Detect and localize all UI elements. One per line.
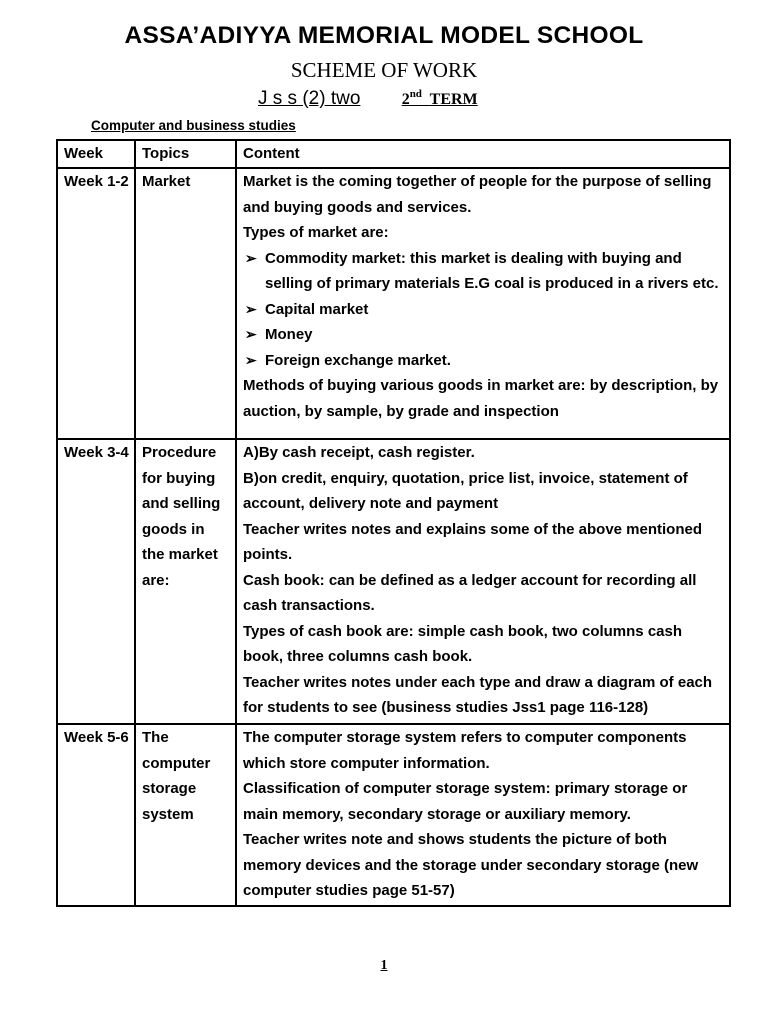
subject-title: Computer and business studies [91, 118, 296, 133]
table-header-row [57, 140, 730, 168]
content-line: Types of market are: [243, 224, 389, 241]
bullet-item [243, 246, 724, 297]
header-topics: Topics [135, 140, 236, 168]
content-line: B)on credit, enquiry, quotation, price list, invoice, statement of account, delivery note and payment [243, 469, 688, 512]
topic-cell: The computer storage system [135, 724, 236, 906]
table-row [57, 724, 730, 906]
content-line: A)By cash receipt, cash register. [243, 444, 475, 461]
content-cell [236, 439, 730, 724]
page-number: 1 [380, 958, 388, 973]
week-cell: Week 1-2 [57, 168, 135, 439]
table-row [57, 168, 730, 439]
school-name: ASSA’ADIYYA MEMORIAL MODEL SCHOOL [124, 22, 644, 49]
content-line: Teacher writes note and shows students the picture of both memory devices and the storage under secondary storage (new computer studies page 51-57) [243, 831, 699, 899]
term-word: TERM [429, 91, 478, 108]
content-cell [236, 724, 730, 906]
bullet-text: Commodity market: this market is dealing with buying and selling of primary materials E.G coal is produced in a rivers etc. [265, 249, 719, 292]
term-number: 2 [401, 91, 410, 108]
topic-cell: Procedure for buying and selling goods in the market are: [135, 439, 236, 724]
week-cell: Week 5-6 [57, 724, 135, 906]
content-line: The computer storage system refers to computer components which store computer information. [243, 729, 687, 772]
bullet-item [243, 322, 724, 348]
arrowhead-bullet-icon: ➢ [245, 300, 257, 317]
bullet-text: Capital market [265, 300, 369, 318]
arrowhead-bullet-icon: ➢ [245, 326, 257, 342]
scheme-title: SCHEME OF WORK [290, 58, 478, 82]
topic-cell: Market [135, 168, 236, 439]
table-row [57, 439, 730, 724]
bullet-text: Foreign exchange market. [265, 351, 451, 369]
content-cell [236, 168, 730, 439]
content-line: Types of cash book are: simple cash book, two columns cash book, three columns cash book. [243, 622, 683, 665]
content-line: Teacher writes notes under each type and draw a diagram of each for students to see (business studies Jss1 page 116-128) [243, 673, 713, 716]
arrowhead-bullet-icon: ➢ [245, 351, 257, 368]
content-line: Methods of buying various goods in market are: by description, by auction, by sample, by grade and inspection [243, 377, 719, 420]
class-label: J s s (2) two [258, 88, 361, 109]
arrowhead-bullet-icon: ➢ [245, 249, 257, 266]
term-label [401, 88, 478, 108]
header-content: Content [236, 140, 730, 168]
content-line: Classification of computer storage system: primary storage or main memory, secondary storage or auxiliary memory. [243, 780, 688, 823]
content-line: Market is the coming together of people for the purpose of selling and buying goods and services. [243, 173, 712, 216]
class-term-line [258, 88, 478, 110]
scheme-table [56, 139, 731, 907]
term-suffix: nd [409, 88, 422, 100]
bullet-text: Money [265, 326, 313, 343]
bullet-item [243, 348, 724, 374]
content-line: Teacher writes notes and explains some of the above mentioned points. [243, 520, 703, 563]
content-line: Cash book: can be defined as a ledger account for recording all cash transactions. [243, 571, 697, 614]
bullet-item [243, 297, 724, 323]
header-week: Week [57, 140, 135, 168]
week-cell: Week 3-4 [57, 439, 135, 724]
